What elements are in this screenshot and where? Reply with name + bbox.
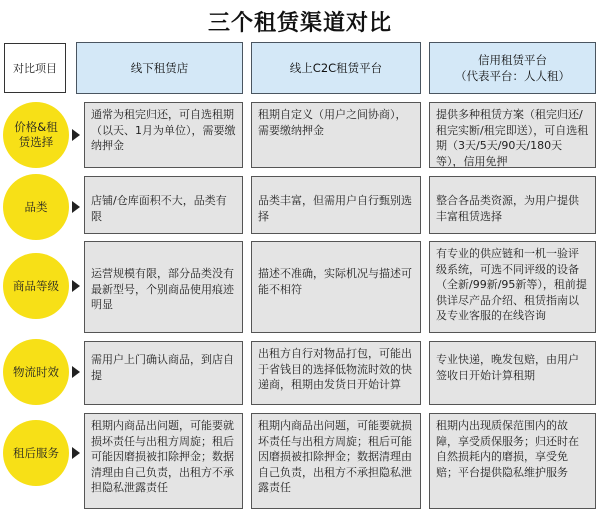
column-header-title: 线上C2C租赁平台 (289, 61, 383, 75)
row-arrow-icon (72, 366, 80, 378)
compare-item-label: 对比项目 (4, 43, 66, 93)
row-arrow-icon (72, 129, 80, 141)
cell-c2c-category: 品类丰富，但需用户自行甄别选择 (251, 176, 421, 234)
column-header-offline-store (76, 42, 243, 94)
row-label-category: 品类 (3, 174, 69, 240)
row-arrow-icon (72, 447, 80, 459)
cell-offline-grade: 运营规模有限，部分品类没有最新型号，个别商品使用痕迹明显 (84, 241, 243, 333)
column-header-title: 信用租赁平台 (478, 53, 547, 67)
cell-offline-service: 租期内商品出问题，可能要就损坏责任与出租方周旋；租后可能因磨损被扣除押金；数据清理由自己负责，出租方不承担隐私泄露责任 (84, 413, 243, 509)
cell-offline-category: 店铺/仓库面积不大，品类有限 (84, 176, 243, 234)
row-arrow-icon (72, 201, 80, 213)
cell-offline-price: 通常为租完归还，可自选租期（以天、1月为单位），需要缴纳押金 (84, 102, 243, 168)
cell-c2c-grade: 描述不准确，实际机况与描述可能不相符 (251, 241, 421, 333)
row-label-logistics: 物流时效 (3, 339, 69, 405)
column-header-c2c-platform (251, 42, 421, 94)
cell-c2c-logistics: 出租方自行对物品打包，可能出于省钱目的选择低物流时效的快递商，租期由发货日开始计算 (251, 341, 421, 405)
cell-credit-category: 整合各品类资源，为用户提供丰富租赁选择 (429, 176, 596, 234)
row-label-after-service: 租后服务 (3, 420, 69, 486)
column-header-title: 线下租赁店 (130, 61, 189, 75)
cell-c2c-service: 租期内商品出问题，可能要就损坏责任与出租方周旋；租后可能因磨损被扣除押金；数据清理由自己负责，出租方不承担隐私泄露责任 (251, 413, 421, 509)
column-header-subtitle: （代表平台：人人租） (455, 69, 570, 83)
cell-credit-logistics: 专业快递，晚发包赔，由用户签收日开始计算租期 (429, 341, 596, 405)
cell-credit-service: 租期内出现质保范围内的故障，享受质保服务；归还时在自然损耗内的磨损，享受免赔；平台提供隐私维护服务 (429, 413, 596, 509)
column-header-credit-platform (429, 42, 596, 94)
cell-c2c-price: 租期自定义（用户之间协商），需要缴纳押金 (251, 102, 421, 168)
row-label-product-grade: 商品等级 (3, 253, 69, 319)
cell-offline-logistics: 需用户上门确认商品，到店自提 (84, 341, 243, 405)
row-arrow-icon (72, 280, 80, 292)
row-label-price-options: 价格&租赁选择 (3, 102, 69, 168)
cell-credit-grade: 有专业的供应链和一机一验评级系统，可选不同评级的设备（全新/99新/95新等），租前提供详尽产品介绍、租赁指南以及专业客服的在线咨询 (429, 241, 596, 333)
cell-credit-price: 提供多种租赁方案（租完归还/租完实断/租完即送），可自选租期（3天/5天/90天/180天等），信用免押 (429, 102, 596, 168)
page-title: 三个租赁渠道对比 (207, 11, 392, 36)
